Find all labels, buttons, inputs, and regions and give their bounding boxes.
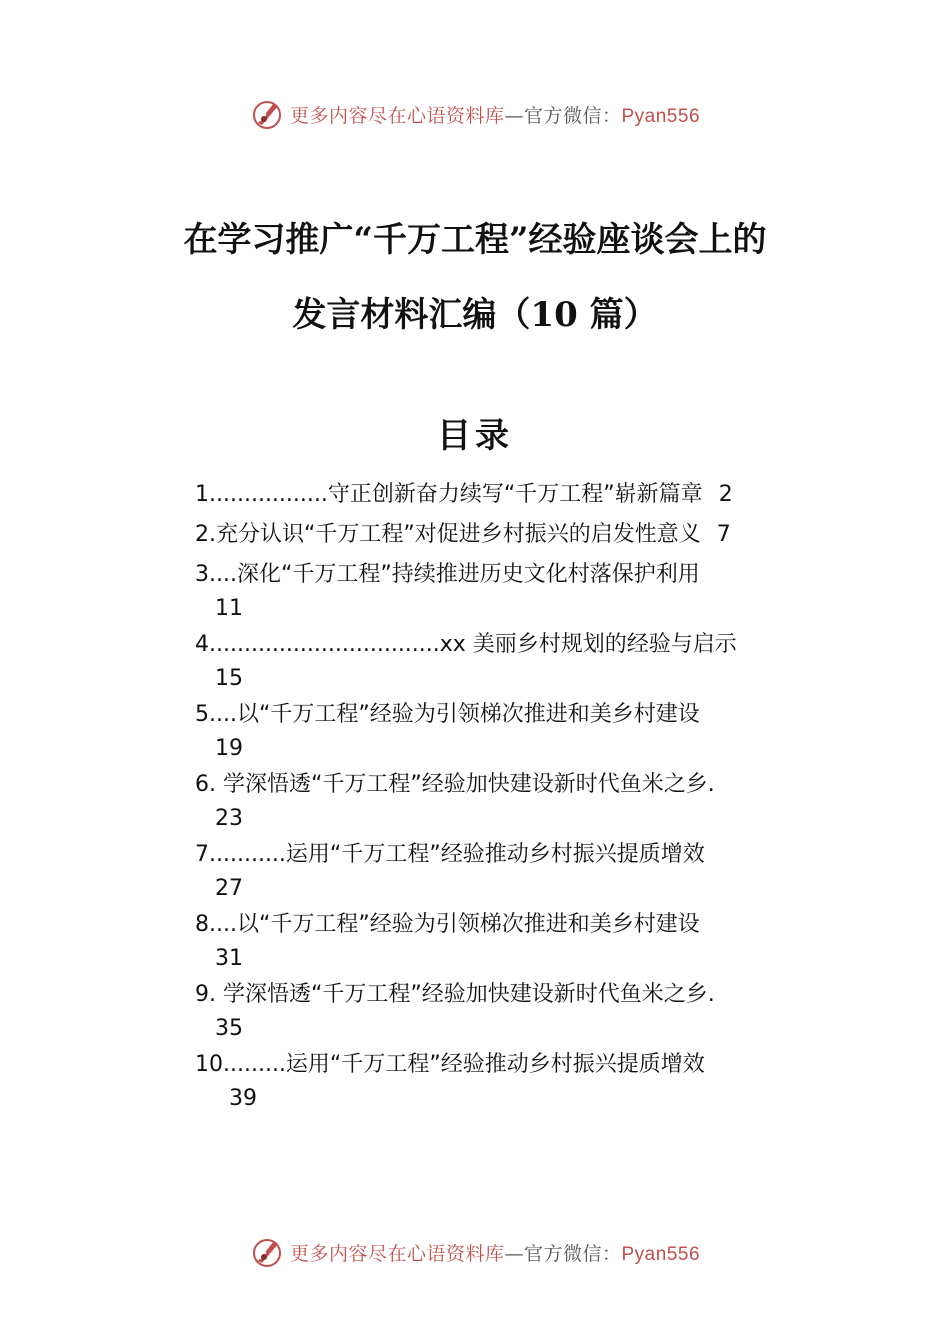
toc-entry[interactable] [195,908,855,978]
toc-entry-title: 8....以“千万工程”经验为引领梯次推进和美乡村建设 [195,912,700,937]
toc-entry-title: 3....深化“千万工程”持续推进历史文化村落保护利用 [195,562,700,587]
banner-text [290,1239,700,1266]
toc-entry[interactable] [195,768,855,838]
toc-entry-title: 4.................................xx 美丽乡村规划的经验与启示 [195,632,737,657]
toc-entry-page-number: 39 [229,1086,257,1111]
toc-entry-title: 5....以“千万工程”经验为引领梯次推进和美乡村建设 [195,702,700,727]
banner-separator: — [504,104,524,127]
toc-entry-page-number: 11 [215,596,243,621]
header-banner [0,94,950,134]
toc-entry[interactable] [195,1048,855,1118]
document-title-line-2: 发言材料汇编（10 篇） [292,295,658,335]
toc-heading: 目录 [437,416,513,456]
toc-entry-page-number: 35 [215,1016,243,1041]
toc-entry-title: 10.........运用“千万工程”经验推动乡村振兴提质增效 [195,1052,705,1077]
quill-pen-logo-icon [250,1235,284,1269]
toc-entry[interactable] [195,478,855,518]
banner-main-text: 更多内容尽在心语资料库 [289,1242,505,1265]
toc-entry-page-number: 7 [716,522,731,547]
toc-entry[interactable] [195,698,855,768]
document-title-line-1: 在学习推广“千万工程”经验座谈会上的 [183,220,767,260]
footer-banner [0,1232,950,1272]
banner-main-text: 更多内容尽在心语资料库 [289,104,505,127]
toc-entry-title: 1.................守正创新奋力续写“千万工程”崭新篇章 [195,482,703,507]
wechat-label: 官方微信： [523,104,622,127]
toc-entry-title: 7...........运用“千万工程”经验推动乡村振兴提质增效 [195,842,705,867]
toc-entry-page-number: 27 [215,876,243,901]
banner-separator: — [504,1242,524,1265]
toc-entry-page-number: 19 [215,736,243,761]
toc-entry-page-number: 2 [718,482,733,507]
toc-entry-title: 6. 学深悟透“千万工程”经验加快建设新时代鱼米之乡. [195,772,715,797]
wechat-id: Pyan556 [621,105,701,127]
toc-entry-page-number: 23 [215,806,243,831]
toc-entry[interactable] [195,978,855,1048]
toc-entry[interactable] [195,838,855,908]
quill-pen-logo-icon [250,97,284,131]
banner-text [290,101,700,128]
toc-entry-title: 9. 学深悟透“千万工程”经验加快建设新时代鱼米之乡. [195,982,715,1007]
wechat-id: Pyan556 [621,1243,701,1265]
toc-entry-page-number: 15 [215,666,243,691]
toc-entry-title: 2.充分认识“千万工程”对促进乡村振兴的启发性意义 [195,522,701,547]
table-of-contents [195,478,855,1118]
toc-entry-page-number: 31 [215,946,243,971]
toc-entry[interactable] [195,628,855,698]
toc-entry[interactable] [195,518,855,558]
toc-entry[interactable] [195,558,855,628]
wechat-label: 官方微信： [523,1242,622,1265]
